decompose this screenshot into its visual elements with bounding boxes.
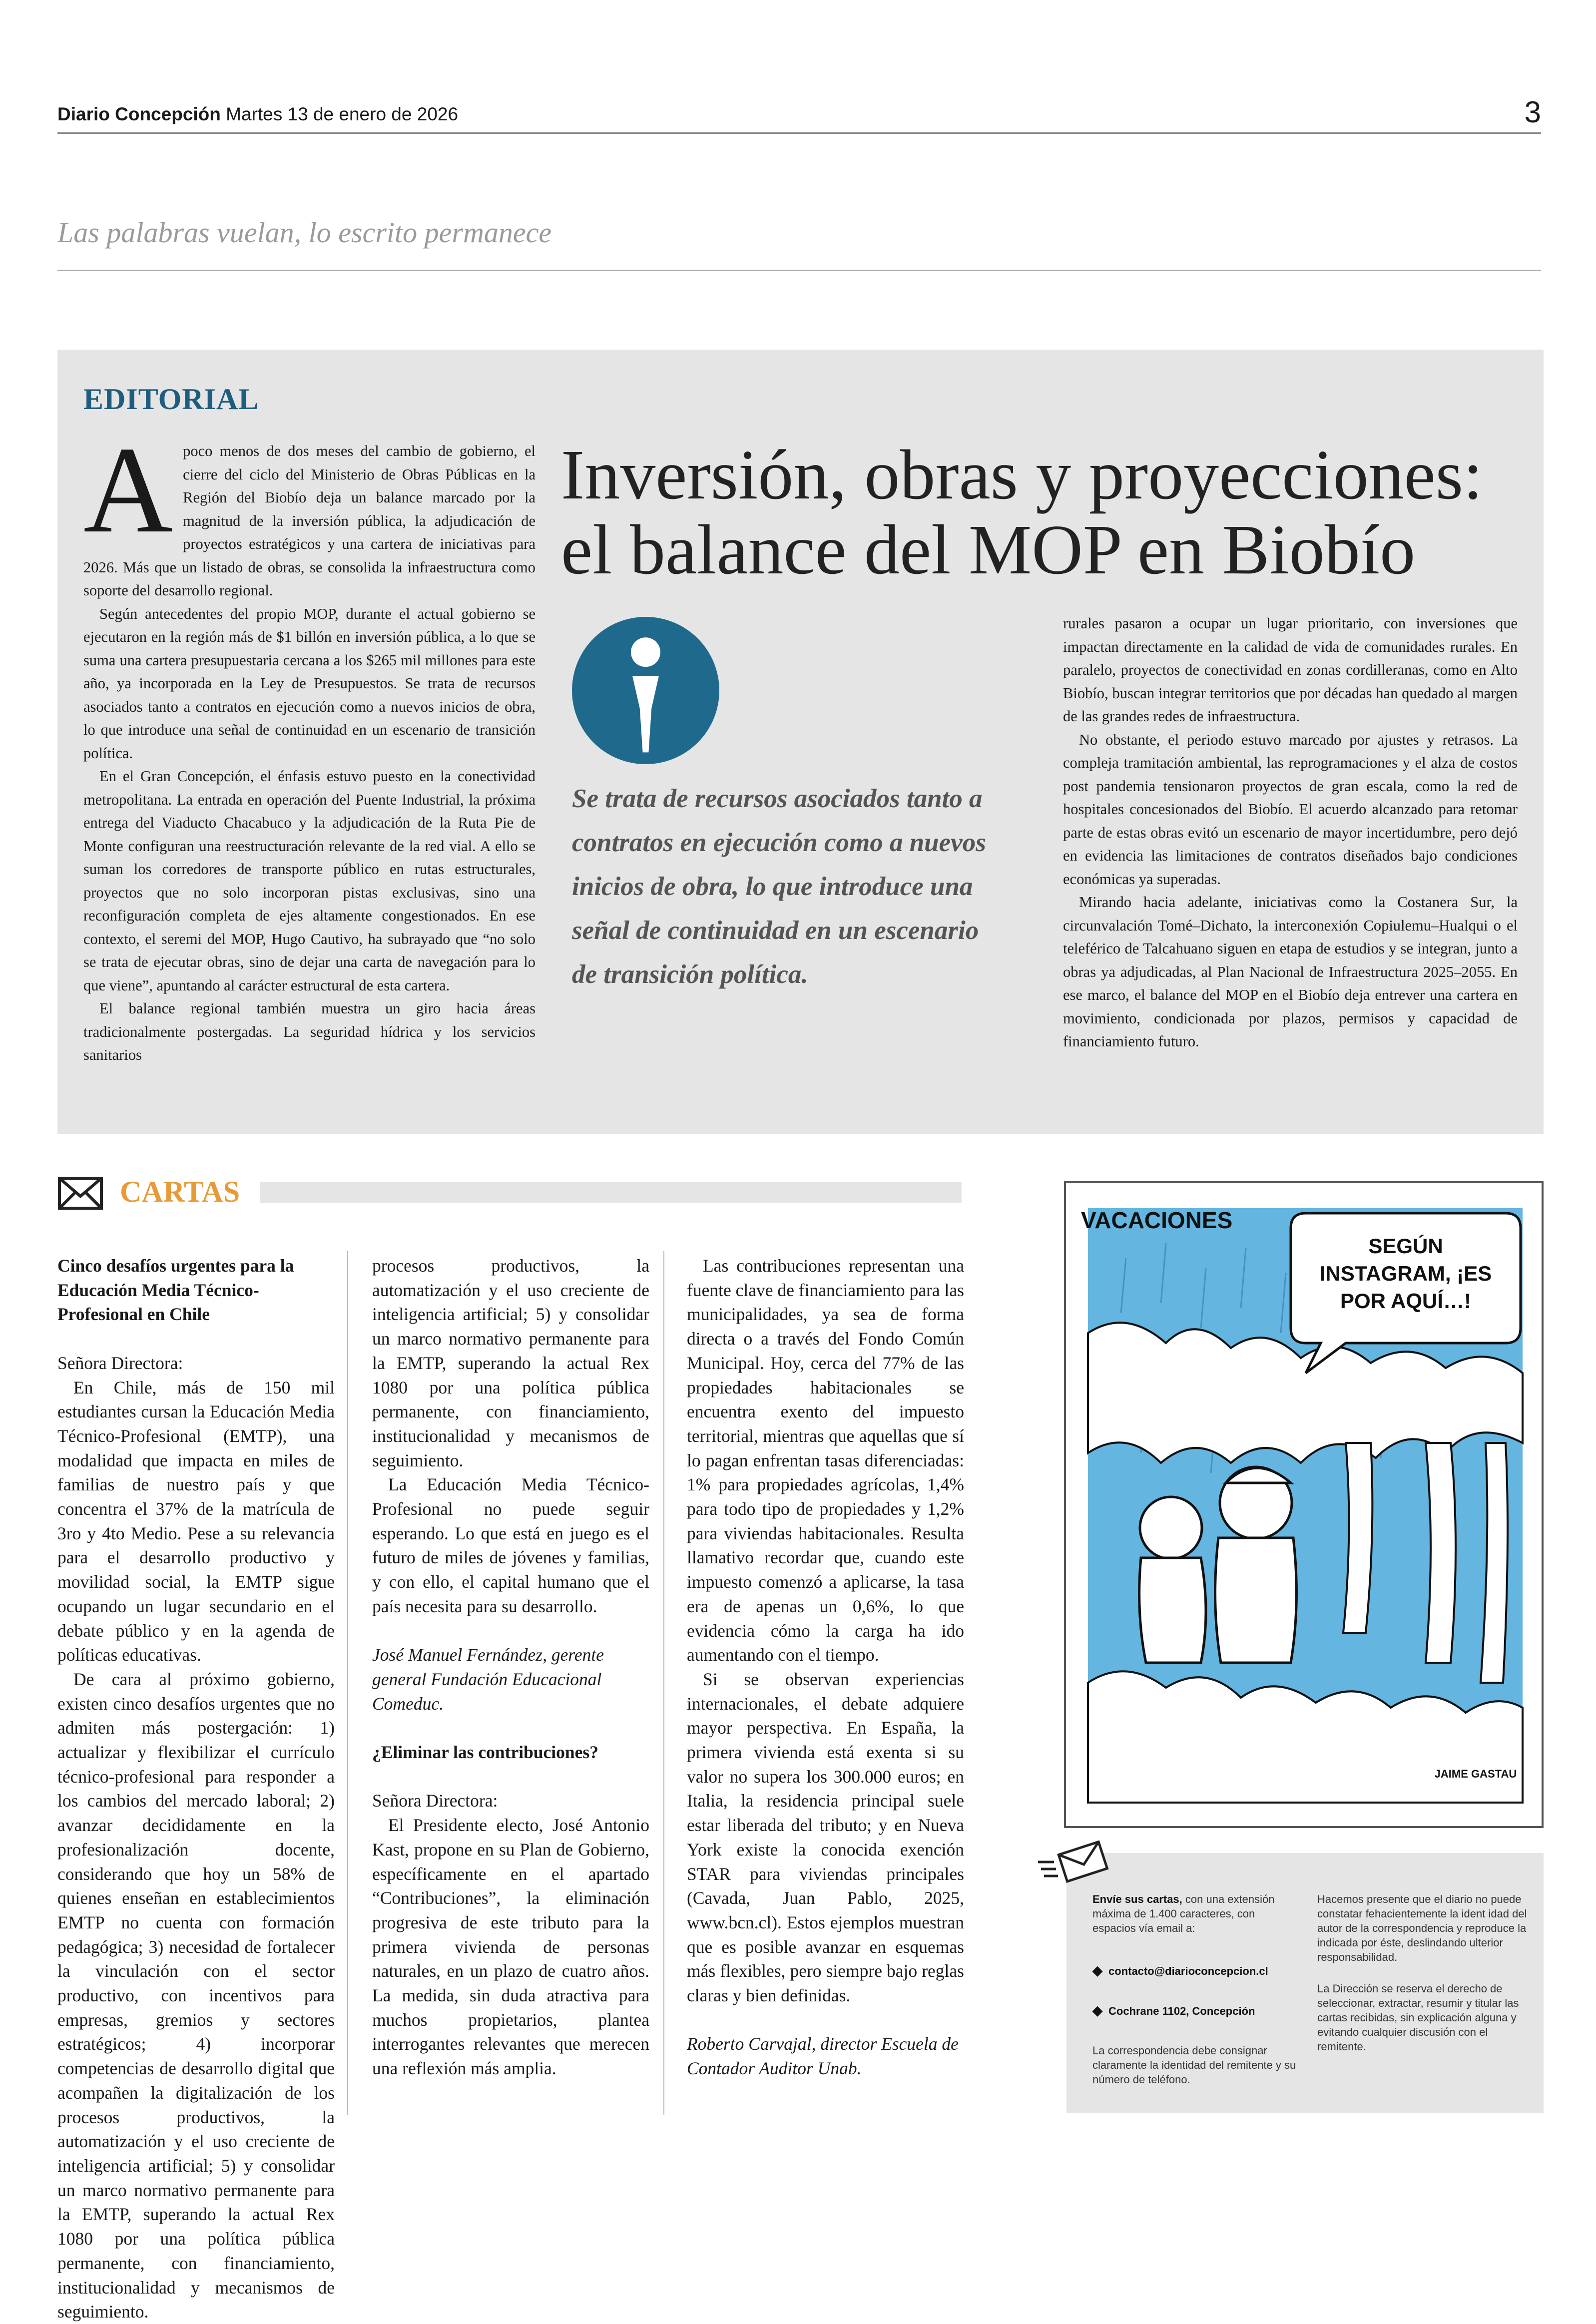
contact-address: ◆ Cochrane 1102, Concepción: [1092, 2003, 1255, 2018]
letter-paragraph: De cara al próximo gobierno, existen cinco desafíos urgentes que no admiten más postergación: 1) actualizar y flexibilizar el currículo técnico-profesional para responder a los cambios del mercado laboral; 2) avanzar decididamente en la profesionalización docente, considerando que hoy un 58% de quienes enseñan en establecimientos EMTP no cuenta con formación pedagógica; 3) necesidad de fortalecer la vinculación con el sector productivo, con incentivos para empresas, gremios y sectores estratégicos; 4) incorporar competencias de desarrollo digital que acompañen la digitalización de los procesos productivos, la automatización y el uso creciente de inteligencia artificial; 5) y consolidar un marco normativo permanente para la EMTP, superando la actual Rex 1080 por una política pública permanente, con financiamiento, institucionalidad y mecanismos de seguimiento.: [57, 1669, 335, 2322]
info-icon: [572, 617, 719, 764]
pull-quote: Se trata de recursos asociados tanto a contratos en ejecución como a nuevos inicios de obra, lo que introduce una señal de continuidad en un escenario de transición política.: [572, 784, 986, 989]
disclaimer-paragraph: La Dirección se reserva el derecho de seleccionar, extractar, resumir y titular las cartas recibidas, sin explicación alguna y evitando cualquier discusión con el remitente.: [1317, 1982, 1519, 2053]
cartoon-frame: [1064, 1181, 1544, 1828]
editorial-box: [57, 350, 1544, 1134]
page-number: 3: [1524, 95, 1541, 129]
cartas-label: CARTAS: [120, 1175, 240, 1208]
contact-email[interactable]: ◆ contacto@diarioconcepcion.cl: [1092, 1963, 1268, 1978]
envelope-icon: [57, 1176, 103, 1210]
contact-note: La correspondencia debe consignar claramente la identidad del remitente y su número de teléfono.: [1092, 2044, 1296, 2086]
column-divider: [663, 1251, 664, 2115]
cartoon-speech-line1: SEGÚN: [1368, 1234, 1443, 1258]
editorial-column-1: [83, 421, 535, 1067]
letter-paragraph: El Presidente electo, José Antonio Kast, propone en su Plan de Gobierno, específicamente en el apartado “Contribuciones”, la eliminación progresiva de este tributo para la primera vivienda de personas naturales, en un plazo de cuatro años. La medida, sin duda atractiva para muchos propietarios, plantea interrogantes relevantes que merecen una reflexión más amplia.: [372, 1815, 649, 2079]
editorial-paragraph: El balance regional también muestra un giro hacia áreas tradicionalmente postergadas. La seguridad hídrica y los servicios sanitarios: [83, 1000, 535, 1063]
letter-headline: Cinco desafíos urgentes para la Educación Media Técnico-Profesional en Chile: [57, 1256, 294, 1325]
letters-column-2: [372, 1254, 649, 2081]
letters-info-box: [1066, 1853, 1544, 2113]
cartas-header-bar: [260, 1182, 962, 1203]
contact-disclaimer: [1317, 1892, 1527, 2054]
editorial-column-3: [1063, 612, 1518, 1053]
drop-cap: A: [83, 421, 173, 558]
letter-signature: José Manuel Fernández, gerente general Fundación Educacional Comeduc.: [372, 1645, 604, 1714]
letters-column-1: [57, 1254, 335, 2324]
editorial-paragraph: rurales pasaron a ocupar un lugar prioritario, con inversiones que impactan directamente en la calidad de vida de comunidades rurales. En paralelo, proyectos de conectividad en zonas cordilleranas, como en Alto Biobío, buscan integrar territorios que por décadas han quedado al margen de las grandes redes de infraestructura.: [1063, 615, 1518, 725]
contact-instructions: [1092, 1892, 1297, 2087]
page-header: [57, 95, 1541, 134]
editorial-headline: Inversión, obras y proyecciones: el balance del MOP en Biobío: [561, 435, 1483, 589]
letter-headline: ¿Eliminar las contribuciones?: [372, 1742, 598, 1763]
disclaimer-paragraph: Hacemos presente que el diario no puede constatar fehacientemente la ident idad del autor de la correspondencia y reproduce la indicada por éste, deslindando ulterior responsabilidad.: [1317, 1893, 1527, 1963]
letter-paragraph: La Educación Media Técnico-Profesional no puede seguir esperando. Lo que está en juego es el futuro de miles de jóvenes y familias, y con ello, el capital humano que el país necesita para su desarrollo.: [372, 1474, 649, 1616]
cartoon-title: VACACIONES: [1081, 1207, 1233, 1233]
letters-column-3: [687, 1254, 964, 2081]
send-letter-icon: [1034, 1833, 1109, 1888]
letter-paragraph: Las contribuciones representan una fuente clave de financiamiento para las municipalidades, ya sea de forma directa o a través del Fondo Común Municipal. Hoy, cerca del 77% de las propiedades habitacionales se encuentra exento del impuesto territorial, mientras que aquellas que sí lo pagan enfrentan tasas diferenciadas: 1% para propiedades agrícolas, 1,4% para todo tipo de propiedades y 1,2% para viviendas habitacionales. Resulta llamativo recordar que, cuando este impuesto comenzó a aplicarse, la tasa era de apenas un 0,6%, lo que evidencia cómo la carga ha ido aumentando con el tiempo.: [687, 1256, 964, 1665]
letter-paragraph: Si se observan experiencias internacionales, el debate adquiere mayor perspectiva. En España, la primera vivienda está exenta si su valor no supera los 300.000 euros; en Italia, la residencia principal suele estar liberada del tributo; y en Nueva York existe la conocida exención STAR para viviendas principales (Cavada, Juan Pablo, 2025, www.bcn.cl). Estos ejemplos muestran que es posible avanzar en esquemas más flexibles, pero siempre bajo reglas claras y bien definidas.: [687, 1669, 964, 2006]
editorial-paragraph: Apoco menos de dos meses del cambio de gobierno, el cierre del ciclo del Ministerio de Obras Públicas en la Región del Biobío deja un balance marcado por la magnitud de la inversión pública, la adjudicación de proyectos estratégicos y una cartera de iniciativas para 2026. Más que un listado de obras, se consolida la infraestructura como soporte del desarrollo regional.: [83, 421, 535, 599]
cartoon-speech-line2: INSTAGRAM, ¡ES: [1319, 1262, 1492, 1285]
publication-name: Diario Concepción: [57, 104, 221, 124]
editorial-paragraph: Según antecedentes del propio MOP, durante el actual gobierno se ejecutaron en la región más de $1 billón en inversión pública, a lo que se suma una cartera presupuestaria cercana a los $265 mil millones para este año, ya incorporada en la Ley de Presupuestos. Se trata de recursos asociados tanto a contratos en ejecución como a nuevos inicios de obra, lo que introduce una señal de continuidad en un escenario de transición política.: [83, 605, 535, 762]
publication-line: [57, 104, 458, 125]
letter-paragraph: En Chile, más de 150 mil estudiantes cursan la Educación Media Técnico-Profesional (EMTP), una modalidad que impacta en miles de familias de nuestro país y que concentra el 37% de la matrícula de 3ro y 4to Medio. Pese a su relevancia para el desarrollo productivo y movilidad social, la EMTP sigue ocupando un lugar secundario en el debate público y en la agenda de políticas educativas.: [57, 1377, 335, 1665]
cartoon-illustration: [1066, 1183, 1542, 1826]
editorial-paragraph: En el Gran Concepción, el énfasis estuvo puesto en la conectividad metropolitana. La entrada en operación del Puente Industrial, la próxima entrega del Viaducto Chacabuco y la adjudicación de la Ruta Pie de Monte configuran una reestructuración relevante de la red vial. A ello se suman los corredores de transporte público en rutas estructurales, proyectos que no solo incorporan pistas exclusivas, sino una reconfiguración completa de ejes altamente congestionados. En ese contexto, el seremi del MOP, Hugo Cautivo, ha subrayado que “no solo se trata de ejecutar obras, sino de dejar una carta de navegación para lo que viene”, apuntando al carácter estructural de esta cartera.: [83, 768, 535, 994]
letter-signature: Roberto Carvajal, director Escuela de Contador Auditor Unab.: [687, 2034, 959, 2079]
editorial-paragraph: Mirando hacia adelante, iniciativas como la Costanera Sur, la circunvalación Tomé–Dichato, la interconexión Copiulemu–Hualqui o el teleférico de Talcahuano siguen en etapa de estudios y se integran, junto a obras ya adjudicadas, al Plan Nacional de Infraestructura 2025–2055. En ese marco, el balance del MOP en el Biobío deja entrever una cartera en movimiento, condicionada por plazos, permisos y capacidad de financiamiento futuro.: [1063, 894, 1518, 1050]
cartoon-speech-line3: POR AQUÍ…!: [1340, 1289, 1472, 1313]
cartoon-signature: JAIME GASTAU: [1434, 1768, 1517, 1780]
editorial-label: EDITORIAL: [83, 383, 259, 416]
contact-intro: Envíe sus cartas, con una extensión máxima de 1.400 caracteres, con espacios vía email a:: [1092, 1893, 1275, 1934]
tagline-divider: [57, 270, 1541, 271]
section-tagline: Las palabras vuelan, lo escrito permanece: [57, 216, 552, 249]
publication-date: Martes 13 de enero de 2026: [226, 104, 459, 124]
letter-salutation: Señora Directora:: [372, 1791, 498, 1811]
letter-paragraph-continued: procesos productivos, la automatización y el uso creciente de inteligencia artificial; 5) y consolidar un marco normativo permanente para la EMTP, superando la actual Rex 1080 por una política pública permanente, con financiamiento, institucionalidad y mecanismos de seguimiento.: [372, 1256, 649, 1470]
editorial-paragraph: No obstante, el periodo estuvo marcado por ajustes y retrasos. La compleja tramitación ambiental, las reprogramaciones y el alza de costos post pandemia tensionaron proyectos de gran escala, como la red de hospitales concesionados del Biobío. El acuerdo alcanzado para retomar parte de estas obras evitó un escenario de mayor incertidumbre, pero dejó en evidencia las limitaciones de contratos diseñados bajo condiciones económicas ya superadas.: [1063, 731, 1518, 888]
letter-salutation: Señora Directora:: [57, 1353, 183, 1373]
column-divider: [347, 1251, 348, 2115]
